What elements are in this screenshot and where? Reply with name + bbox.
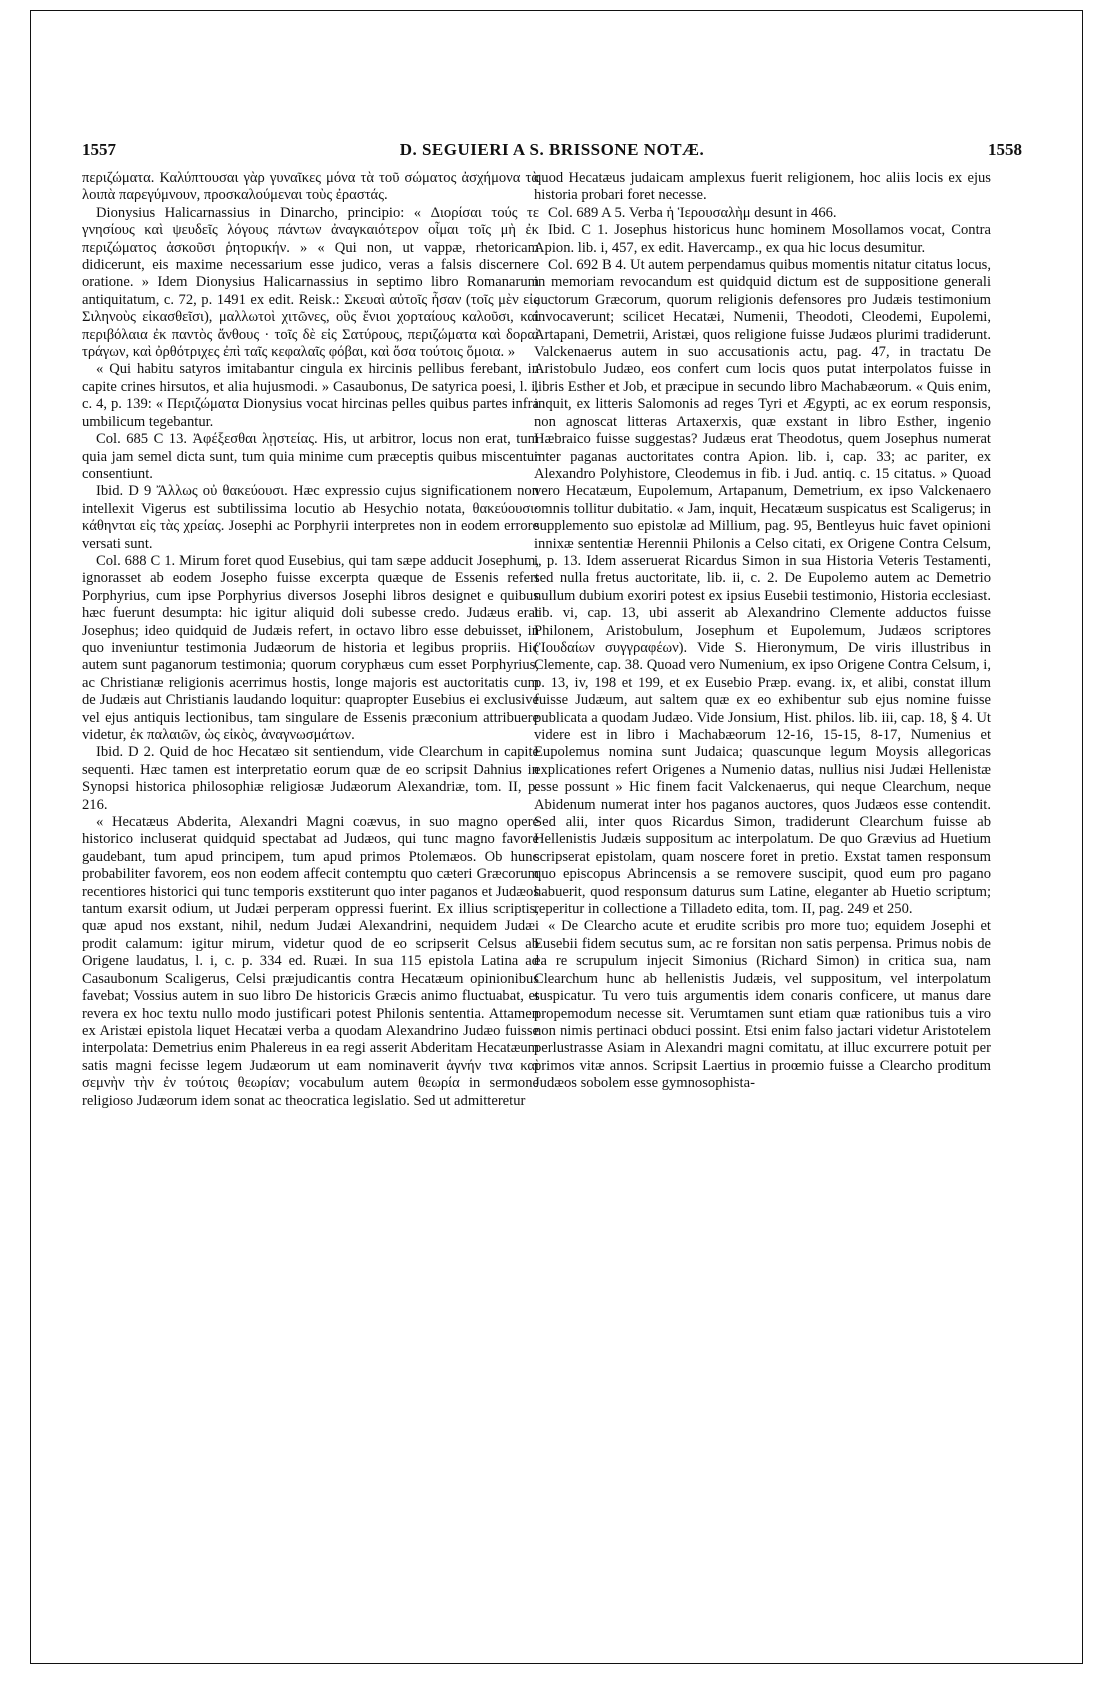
left-paragraph-8: « Hecatæus Abderita, Alexandri Magni coævus, in suo magno opere historico incluserat quidquid spectabat ad Judæos, qui tunc magno favore gaudebant, tum apud principem, tum apud primos Ptolemæos. Ob hunc probabiliter favorem, eos non eodem affecit contemptu quo cæteri Græcorum recentiores historici qui tunc temporis exstiterunt quo inter paganos et Judæos tantum exarsit odium, ut Judæi perperam oppressi fuerint. Ex illius scriptis, quæ apud nos exstant, nihil, nedum Judæi Alexandrini, nequidem Judæi prodit calamum: igitur mirum, videtur quod de eo scripserit Celsus ab Origene laudatus, l. i, c. p. 334 ed. Ruæi. In sua 115 epistola Latina ad Casaubonum Scaligerus, Celsi præjudicantis contra Hecatæum opinionibus favebat; Vossius autem in suo libro De historicis Græcis animo fluctuabat, et revera ex hoc textu nullo modo justificari potest Philonis sententia. Attamen ex Aristæi epistola liquet Hecatæi verba a quodam Alexandrino Judæo fuisse interpolata: Demetrius enim Phalereus in ea regi asserit Abderitam Hecatæum satis magni fecisse legem Judæorum ut eam nominaverit ἁγνήν τινα καὶ σεμνὴν τὴν ἐν τούτοις θεωρίαν; vocabulum autem θεωρία in sermone religioso Judæorum idem sonat ac theocratica legislatio. Sed ut admitteretur bbox=[82, 814, 539, 1109]
left-column bbox=[82, 170, 539, 1648]
left-paragraph-6: Col. 688 C 1. Mirum foret quod Eusebius, qui tam sæpe adducit Josephum, ignorasset ab eodem Josepho fuisse excerpta quæque de Essenis refert Porphyrius, cum ipse Porphyrius diversos Josephi libros designet e quibus hæc fuerunt desumpta: hic igitur aliquid doli subesse credo. Judæus erat Josephus; ideo quidquid de Judæis refert, in octavo libro esse debuisset, in quo inveniuntur testimonia Judæorum de historia et legibus propriis. Hic autem sunt paganorum testimonia; quorum coryphæus cum esset Porphyrius, ac Christianæ religionis acerrimus hostis, longe majoris est auctoritatis cum de Judæis aut Christianis laudando loquitur: quapropter Eusebius ei exclusive vel ejus antiquis lectionibus, tam singulare de Essenis præconium attribuere videtur, ἐκ παλαιῶν, ὡς εἰκὸς, ἀναγνωσμάτων. bbox=[82, 552, 539, 743]
page-number-left: 1557 bbox=[82, 140, 116, 159]
left-paragraph-5: Ibid. D 9 Ἄλλως οὐ θακεύουσι. Hæc expressio cujus significationem non intellexit Vigerus est subtilissima locutio ab Hesychio notata, θακεύουσι· κάθηνται εἰς τὰς χρείας. Josephi ac Porphyrii interpretes non in eodem errore versati sunt. bbox=[82, 483, 539, 552]
left-paragraph-4: Col. 685 C 13. Ἀφέξεσθαι λῃστείας. His, ut arbitror, locus non erat, tum quia jam semel dicta sunt, tum quia minime cum præceptis quibus miscentur consentiunt. bbox=[82, 431, 539, 482]
left-paragraph-7: Ibid. D 2. Quid de hoc Hecatæo sit sentiendum, vide Clearchum in capite sequenti. Hæc tamen est interpretatio eorum quæ de eo scripsit Dahnius in Synopsi historica philosophiæ religiosæ Judæorum Alexandriæ, tom. II, p. 216. bbox=[82, 744, 539, 813]
left-paragraph-2: Dionysius Halicarnassius in Dinarcho, principio: « Διορίσαι τούς τε γνησίους καὶ ψευδεῖς λόγους πάντων ἀναγκαιότερον οἶμαι τοῖς μὴ ἐκ περιζώματος ἀσκοῦσι ῥητορικήν. » « Qui non, ut vappæ, rhetoricam didicerunt, eis maxime necessarium esse judico, veras a falsis discernere oratione. » Idem Dionysius Halicarnassius in septimo libro Romanarum antiquitatum, c. 72, p. 1491 ex edit. Reisk.: Σκευαὶ αὐτοῖς ἦσαν (τοῖς μὲν εἰς Σιληνοὺς εἰκασθεῖσι), μαλλωτοὶ χιτῶνες, οὓς ἔνιοι χορταίους καλοῦσι, καὶ περιβόλαια ἐκ παντὸς ἄνθους · τοῖς δὲ εἰς Σατύρους, περιζώματα καὶ δοραὶ τράγων, καὶ ὀρθότριχες ἐπὶ ταῖς κεφαλαῖς φόβαι, καὶ ὅσα τούτοις ὅμοια. » bbox=[82, 204, 539, 361]
running-header bbox=[82, 140, 1022, 166]
right-paragraph-2: Col. 689 A 5. Verba ἡ Ἱερουσαλὴμ desunt in 466. bbox=[548, 204, 837, 221]
right-column bbox=[534, 170, 991, 1648]
left-paragraph-3: « Qui habitu satyros imitabantur cingula ex hircinis pellibus ferebant, in capite crines hirsutos, et alia hujusmodi. » Casaubonus, De satyrica poesi, l. i, c. 4, p. 139: « Περιζώματα Dionysius vocat hircinas pelles quibus partes infra umbilicum tegebantur. bbox=[82, 361, 539, 430]
left-paragraph-1: περιζώματα. Καλύπτουσαι γὰρ γυναῖκες μόνα τὰ τοῦ σώματος ἀσχήμονα τὰ λοιπὰ παρεγύμνουν, προσκαλούμεναι τοὺς ἐραστάς. bbox=[82, 170, 539, 204]
right-paragraph-3: Ibid. C 1. Josephus historicus hunc hominem Mosollamos vocat, Contra Apion. lib. i, 457, ex edit. Havercamp., ex qua hic locus desumitur. bbox=[534, 222, 991, 256]
right-paragraph-5: « De Clearcho acute et erudite scribis pro more tuo; equidem Josephi et Eusebii fidem secutus sum, ac re forsitan non satis perpensa. Primus nobis de ea re scrupulum injecit Simonius (Richard Simon) in critica sua, nam Clearchum hunc ab hellenistis Judæis, vel suppositum, vel interpolatum suspicatur. Tu vero tuis argumentis idem conaris conficere, ut manus dare propemodum necesse sit. Verumtamen sunt etiam quæ rationibus tuis a viro non nimis pertinaci obduci possint. Etsi enim falso jactari videtur Aristotelem perlustrasse Asiam in Alexandri magni comitatu, at illuc excurrere potuit per primos vitæ annos. Scripsit Laertius in proœmio fuisse a Clearcho proditum Judæos sobolem esse gymnosophista- bbox=[534, 918, 991, 1092]
right-paragraph-4: Col. 692 B 4. Ut autem perpendamus quibus momentis nitatur citatus locus, in memoriam revocandum est quidquid dictum est de suppositione generali auctorum Græcorum, quorum religionis defensores pro Judæis testimonium invocaverunt; scilicet Hecatæi, Numenii, Theodoti, Cleodemi, Eupolemi, Artapani, Demetrii, Aristæi, quos religione fuisse Judæos plurimi tradiderunt. Valckenaerus autem in suo accusationis actu, pag. 47, in tractatu De Aristobulo Judæo, eos confert cum locis quos putat interpolatos fuisse in libris Esther et Job, et præcipue in secundo libro Machabæorum. « Quis enim, inquit, ex litteris Salomonis ad reges Tyri et Ægypti, ac ex eorum responsis, non agnoscat litteras Artaxerxis, quæ exstant in libro Esther, ingenio Hæbraico fuisse suggestas? Judæus erat Theodotus, quem Josephus numerat inter paganas auctoritates contra Apion. lib. i, cap. 33; ac pariter, ex Alexandro Polyhistore, Cleodemus in fib. i Jud. antiq. c. 15 citatus. » Quoad vero Hecatæum, Eupolemum, Artapanum, Demetrium, ex ipso Valckenaero omnis tollitur dubitatio. « Jam, inquit, Hecatæum suspicatus est Scaligerus; in supplemento suo epistolæ ad Millium, pag. 95, Bentleyus huic favet opinioni innixæ sententiæ Herennii Philonis a Celso citati, ex Origene Contra Celsum, i, p. 13. Idem asseruerat Ricardus Simon in sua Historia Veteris Testamenti, sed nulla fretus auctoritate, lib. ii, c. 2. De Eupolemo autem ac Demetrio nullum dubium exoriri potest ex ipsius Eusebii testimonio, Historia ecclesiast. lib. vi, cap. 13, ubi asserit ab Alexandrino Clemente adductos fuisse Philonem, Aristobulum, Josephum et Eupolemum, Judæos scriptores (Ἰουδαίων συγγραφέων). Vide S. Hieronymum, De viris illustribus in Clemente, cap. 38. Quoad vero Numenium, ex ipso Origene Contra Celsum, i, p. 13, iv, 198 et 199, et ex Eusebio Præp. evang. ix, et alibi, constat illum fuisse Judæum, aut saltem quæ ex eo exhibentur sub ejus nomine fuisse publicata a quodam Judæo. Vide Jonsium, Hist. philos. lib. iii, cap. 18, § 4. Ut videre est in libro i Machabæorum 12-16, 15-15, 8-17, Numenius et Eupolemus nomina sunt Judaica; quascunque legum Moysis allegoricas explicationes refert Origenes a Numenio datas, nullius nisi Judæi Hellenistæ esse possunt » Hic finem facit Valckenaerus, qui neque Clearchum, neque Abidenum numerat inter hos paganos auctores, quos Judæos esse contendit. Sed alii, inter quos Ricardus Simon, tradiderunt Clearchum fuisse ab Hellenistis Judæis suppositum ac interpolatum. De quo Grævius ad Huetium scripserat epistolam, quam noscere foret in pretio. Exstat tamen responsum quo episcopus Abrincensis a se removere suscipit, quod eum pro pagano habuerit, quod responsum daturus sum Latine, eleganter ab Huetio scriptum; reperitur in collectione a Tilladeto edita, tom. II, pag. 249 et 250. bbox=[534, 257, 991, 918]
right-paragraph-1: quod Hecatæus judaicam amplexus fuerit religionem, hoc aliis locis ex ejus historia probari foret necesse. bbox=[534, 170, 991, 204]
page-number-right: 1558 bbox=[988, 140, 1022, 159]
running-title: D. SEGUIERI A S. BRISSONE NOTÆ. bbox=[399, 140, 705, 159]
